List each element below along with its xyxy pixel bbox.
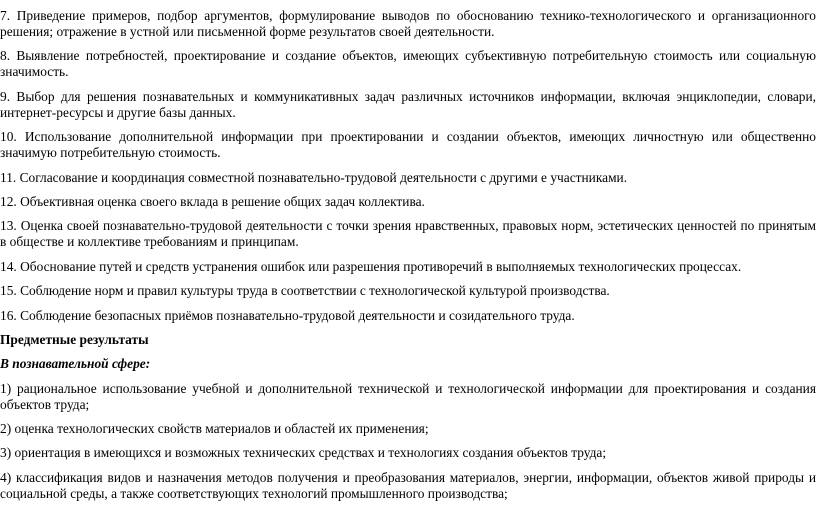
paragraph-9: 9. Выбор для решения познавательных и коммуникативных задач различных источников информации, включая энциклопедии, словари, интернет-ресурсы и другие базы данных. — [0, 88, 816, 120]
subject-item-1: 1) рациональное использование учебной и дополнительной технической и технологической информации для проектирования и создания объектов труда; — [0, 380, 816, 412]
section-heading: Предметные результаты — [0, 331, 149, 347]
paragraph-7: 7. Приведение примеров, подбор аргументов, формулирование выводов по обоснованию технико-технологического и организационного решения; отражение в устной или письменной форме результатов своей деятельности. — [0, 8, 816, 39]
subject-item-2: 2) оценка технологических свойств материалов и областей их применения; — [0, 421, 429, 437]
paragraph-14: 14. Обоснование путей и средств устранения ошибок или разрешения противоречий в выполняемых технологических процессах. — [0, 258, 742, 274]
subject-item-3: 3) ориентация в имеющихся и возможных технических средствах и технологиях создания объектов труда; — [0, 445, 607, 461]
paragraph-8: 8. Выявление потребностей, проектирование и создание объектов, имеющих субъективную потребительную стоимость или социальную значимость. — [0, 48, 816, 80]
paragraph-13: 13. Оценка своей познавательно-трудовой деятельности с точки зрения нравственных, правовых норм, эстетических ценностей по принятым в обществе и коллективе требованиям и принципам. — [0, 218, 816, 250]
subject-item-4: 4) классификация видов и назначения методов получения и преобразования материалов, энергии, информации, объектов живой природы и социальной среды, а также соответствующих технологий промышленного производства; — [0, 469, 816, 501]
paragraph-12: 12. Объективная оценка своего вклада в решение общих задач коллектива. — [0, 193, 425, 209]
paragraph-10: 10. Использование дополнительной информации при проектировании и создании объектов, имеющих личностную или общественно значимую потребительную стоимость. — [0, 129, 816, 161]
section-subheading: В познавательной сфере: — [0, 356, 151, 372]
paragraph-11: 11. Согласование и координация совместной познавательно-трудовой деятельности с другими е участниками. — [0, 169, 628, 185]
paragraph-15: 15. Соблюдение норм и правил культуры труда в соответствии с технологической культурой производства. — [0, 283, 610, 299]
paragraph-16: 16. Соблюдение безопасных приёмов познавательно-трудовой деятельности и созидательного труда. — [0, 307, 575, 323]
